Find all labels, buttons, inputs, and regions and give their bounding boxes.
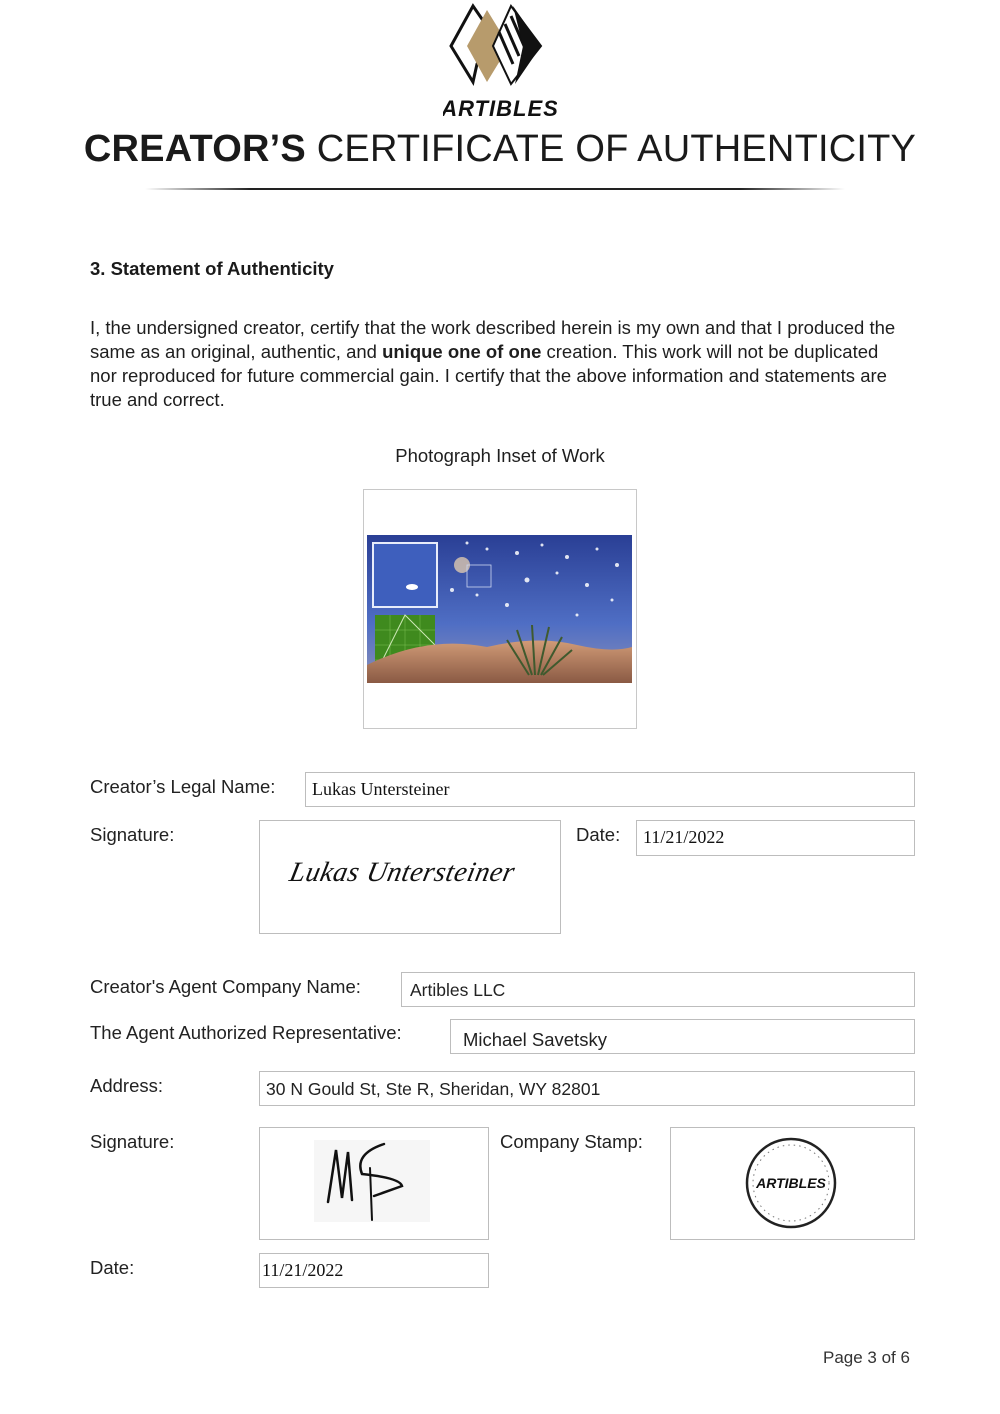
creator-legal-name-label: Creator’s Legal Name: (90, 776, 276, 797)
agent-representative-field[interactable] (450, 1019, 915, 1054)
inset-caption: Photograph Inset of Work (395, 445, 605, 466)
agent-date-field[interactable] (259, 1253, 489, 1288)
statement-text-2: creation. This work will not be duplicated nor reproduced for future commercial gain. I certify that the above information and statements are true and correct. (90, 341, 887, 410)
artwork-image-icon (367, 535, 632, 683)
page-number: Page 3 of 6 (823, 1348, 910, 1367)
artibles-logo (443, 2, 557, 124)
creator-signature-field[interactable] (259, 820, 561, 934)
svg-text:ARTIBLES: ARTIBLES (443, 96, 557, 121)
creator-legal-name-value: Lukas Untersteiner (312, 779, 450, 799)
creator-date-label: Date: (576, 824, 621, 845)
artwork-photograph (367, 535, 632, 683)
creator-date-field[interactable] (636, 820, 915, 856)
creator-legal-name-field[interactable] (305, 772, 915, 807)
agent-company-value: Artibles LLC (410, 980, 506, 1000)
agent-date-value: 11/21/2022 (262, 1260, 344, 1280)
creator-signature-image: Lukas Untersteiner (286, 857, 518, 888)
agent-date-label: Date: (90, 1257, 135, 1278)
agent-address-value: 30 N Gould St, Ste R, Sheridan, WY 82801 (266, 1079, 601, 1099)
agent-signature-label: Signature: (90, 1131, 175, 1152)
title-divider (145, 188, 845, 190)
agent-address-field[interactable] (259, 1071, 915, 1106)
company-stamp-image (743, 1135, 839, 1231)
creator-date-value: 11/21/2022 (643, 827, 725, 847)
statement-text-1: I, the undersigned creator, certify that the work described herein is my own and that I produced the same as an original, authentic, and (90, 317, 896, 362)
agent-representative-value: Michael Savetsky (463, 1029, 607, 1050)
agent-signature-image (314, 1140, 430, 1222)
agent-signature-field[interactable] (259, 1127, 489, 1240)
company-stamp-label: Company Stamp: (500, 1131, 643, 1152)
company-stamp-field[interactable] (670, 1127, 915, 1240)
svg-text:ARTIBLES: ARTIBLES (756, 1175, 826, 1191)
ms-signature-icon (314, 1140, 430, 1222)
title-rest: CERTIFICATE OF AUTHENTICITY (316, 128, 917, 170)
artibles-logo-icon (443, 2, 557, 124)
creator-signature-label: Signature: (90, 824, 175, 845)
agent-representative-label: The Agent Authorized Representative: (90, 1022, 402, 1043)
certificate-title (0, 128, 1000, 171)
agent-company-field[interactable] (401, 972, 915, 1007)
statement-emphasis: unique one of one (382, 341, 542, 362)
agent-company-label: Creator's Agent Company Name: (90, 976, 361, 997)
authenticity-statement (90, 316, 910, 412)
section-heading: 3. Statement of Authenticity (90, 258, 334, 279)
agent-address-label: Address: (90, 1075, 164, 1096)
title-bold: CREATOR’S (83, 128, 306, 170)
stamp-circle-icon (743, 1135, 839, 1231)
